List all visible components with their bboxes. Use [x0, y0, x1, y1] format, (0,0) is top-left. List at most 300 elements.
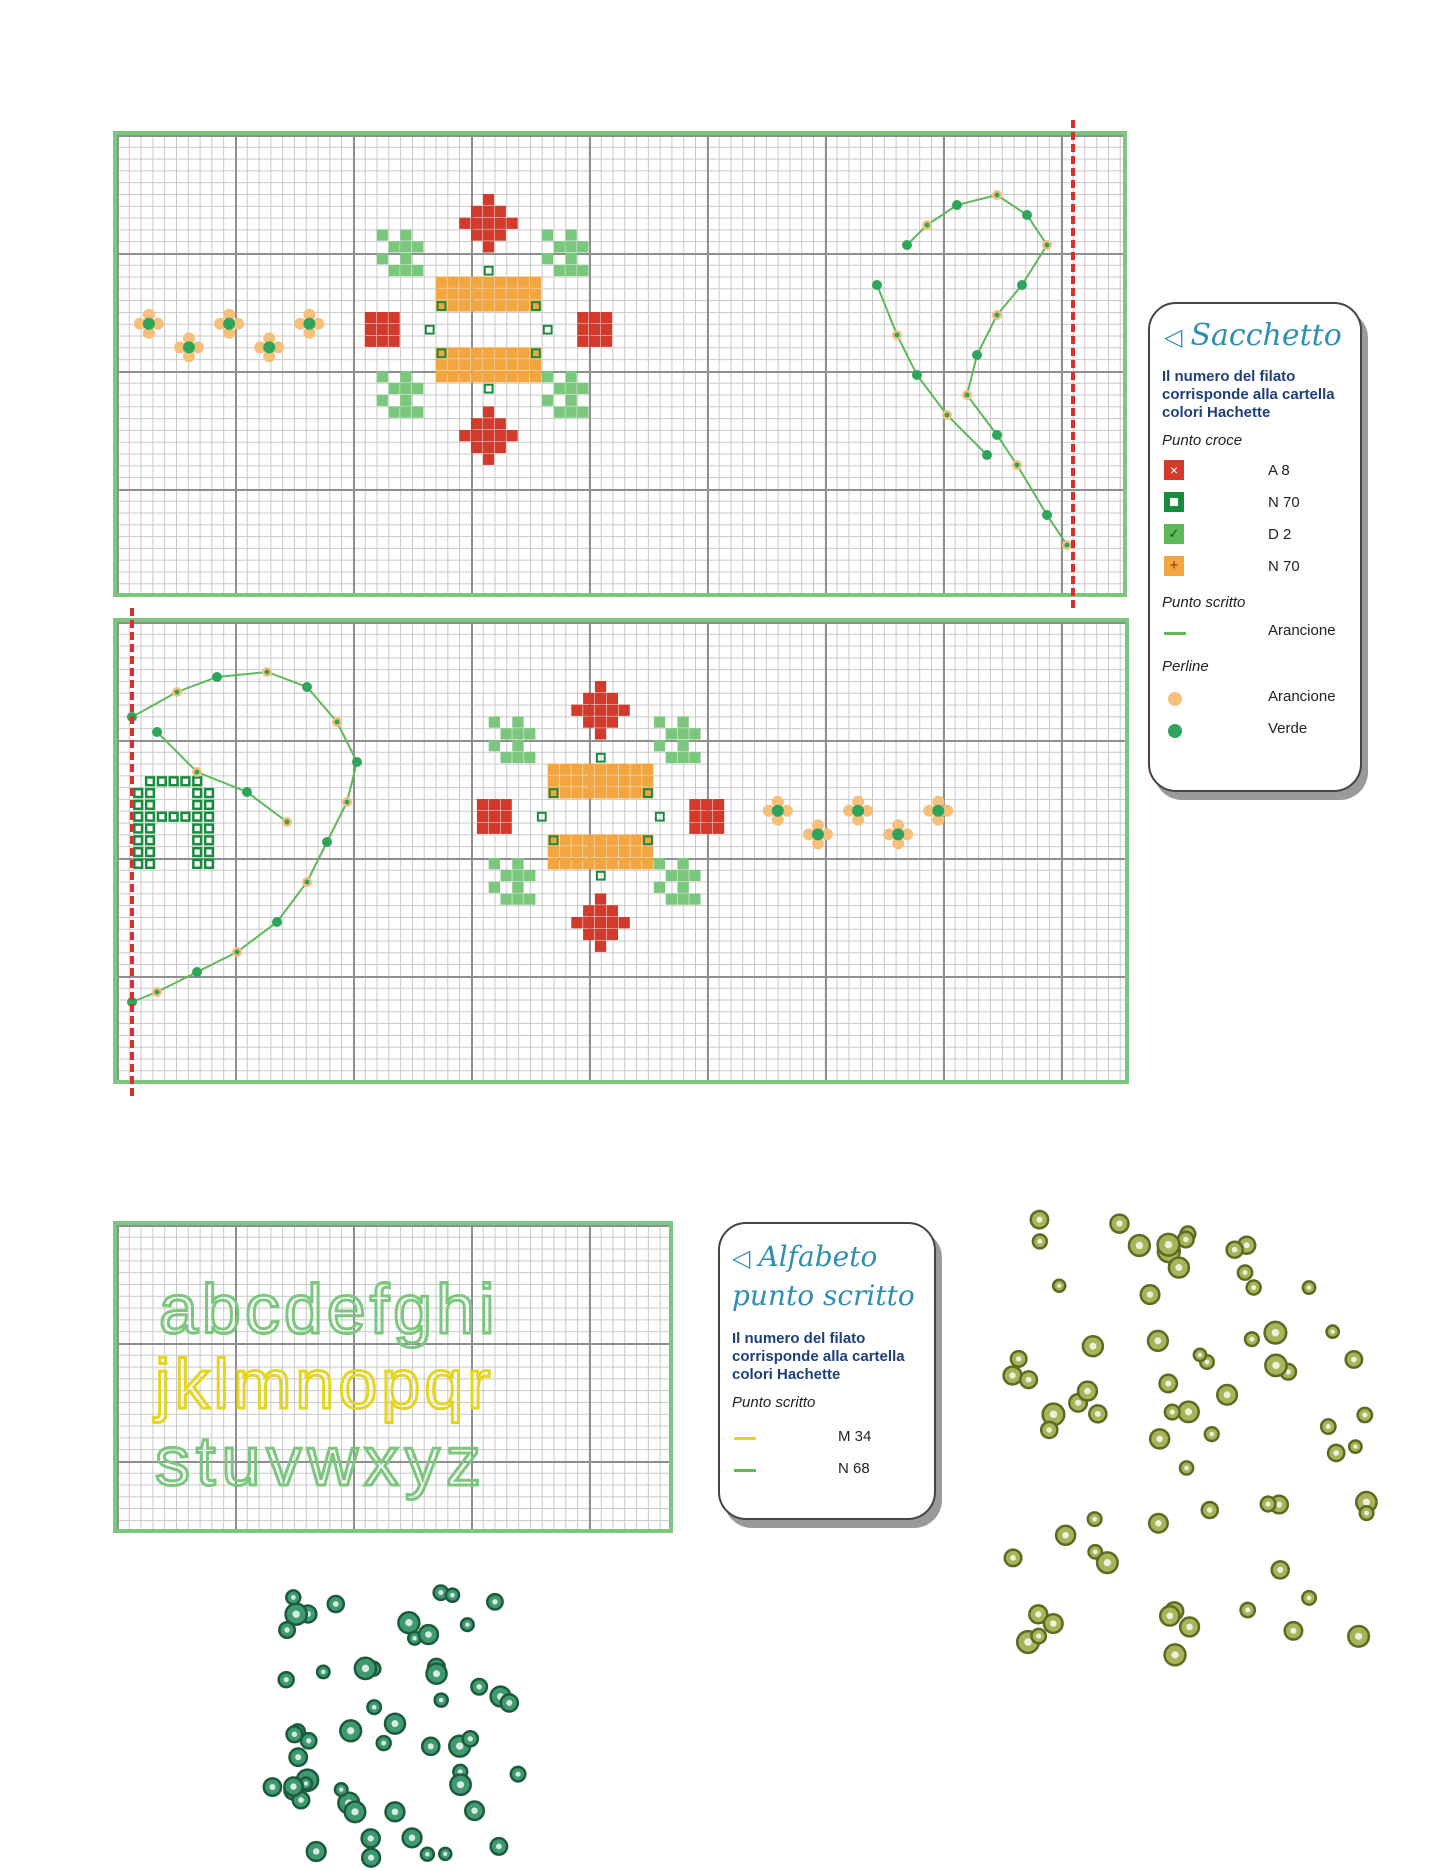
leaf-stitch	[512, 893, 523, 904]
orange-stitch	[506, 359, 517, 370]
red-stitch	[595, 716, 606, 727]
alphabet-row-2: jklmnopqr	[155, 1345, 495, 1423]
red-stitch	[477, 811, 488, 822]
red-stitch	[619, 917, 630, 928]
leaf-stitch	[678, 740, 689, 751]
orange-stitch	[530, 277, 541, 288]
red-stitch	[607, 705, 618, 716]
leaf-stitch	[377, 253, 388, 264]
red-stitch	[471, 418, 482, 429]
orange-stitch	[619, 787, 630, 798]
red-stitch	[377, 324, 388, 335]
red-stitch	[501, 799, 512, 810]
red-stitch	[489, 799, 500, 810]
red-stitch	[471, 442, 482, 453]
red-stitch	[495, 418, 506, 429]
red-stitch	[689, 811, 700, 822]
orange-stitch	[495, 300, 506, 311]
perline-verde: Verde	[1268, 720, 1308, 737]
orange-stitch	[571, 775, 582, 786]
red-stitch	[501, 811, 512, 822]
leaf-stitch	[565, 265, 576, 276]
orange-stitch	[619, 764, 630, 775]
red-stitch	[483, 454, 494, 465]
red-stitch	[477, 823, 488, 834]
orange-stitch	[595, 834, 606, 845]
orange-stitch	[548, 858, 559, 869]
orange-stitch	[595, 775, 606, 786]
line-swatch-yellow	[734, 1437, 756, 1440]
leaf-stitch	[689, 728, 700, 739]
orange-stitch	[471, 277, 482, 288]
leaf-stitch	[666, 728, 677, 739]
scattered-green-beads	[1000, 1200, 1380, 1700]
red-stitch	[489, 811, 500, 822]
orange-stitch	[560, 846, 571, 857]
green-square-stitch	[544, 326, 552, 334]
orange-stitch	[471, 371, 482, 382]
red-stitch	[701, 823, 712, 834]
leaf-stitch	[501, 870, 512, 881]
red-stitch	[501, 823, 512, 834]
leaf-stitch	[565, 241, 576, 252]
green-square-stitch	[597, 754, 605, 762]
green-square-stitch	[485, 385, 493, 393]
swatch-light-green-check: ✓	[1164, 524, 1184, 544]
red-stitch	[365, 312, 376, 323]
alfabeto-legend	[718, 1222, 936, 1520]
leaf-stitch	[565, 406, 576, 417]
leaf-stitch	[489, 716, 500, 727]
leaf-stitch	[512, 858, 523, 869]
sacchetto-title: ◁ Sacchetto	[1164, 318, 1342, 353]
alphabet-chart	[113, 1221, 673, 1533]
orange-stitch	[436, 288, 447, 299]
green-square-stitch	[597, 872, 605, 880]
orange-stitch	[607, 846, 618, 857]
red-stitch	[583, 693, 594, 704]
red-stitch	[577, 336, 588, 347]
bead-row	[134, 309, 324, 363]
leaf-stitch	[678, 716, 689, 727]
orange-stitch	[560, 787, 571, 798]
alphabet-row-1: abcdefghi	[159, 1270, 499, 1348]
red-stitch	[483, 406, 494, 417]
red-stitch	[595, 917, 606, 928]
red-stitch	[377, 312, 388, 323]
red-stitch	[506, 218, 517, 229]
leaf-stitch	[554, 406, 565, 417]
orange-stitch	[483, 371, 494, 382]
red-stitch	[571, 917, 582, 928]
leaf-stitch	[388, 265, 399, 276]
orange-stitch	[548, 764, 559, 775]
alphabet-letters	[117, 1225, 673, 1533]
leaf-stitch	[577, 241, 588, 252]
red-stitch	[477, 799, 488, 810]
red-stitch	[495, 206, 506, 217]
leaf-stitch	[654, 740, 665, 751]
swatch-green-square	[1164, 492, 1184, 512]
orange-stitch	[583, 787, 594, 798]
leaf-stitch	[654, 716, 665, 727]
orange-stitch	[583, 764, 594, 775]
orange-stitch	[583, 858, 594, 869]
red-stitch	[595, 728, 606, 739]
chart-top-motifs	[117, 135, 1127, 597]
red-stitch	[483, 229, 494, 240]
chart-bottom-motifs	[117, 622, 1129, 1084]
orange-stitch	[595, 858, 606, 869]
sacchetto-note: Il numero del filato corrisponde alla cartella colori Hachette	[1162, 368, 1335, 421]
red-stitch	[601, 324, 612, 335]
orange-stitch	[447, 347, 458, 358]
scattered-teal-beads	[260, 1580, 540, 1871]
leaf-stitch	[388, 406, 399, 417]
leaf-stitch	[554, 265, 565, 276]
vine-motif	[902, 190, 1072, 550]
leaf-stitch	[689, 870, 700, 881]
leaf-stitch	[501, 728, 512, 739]
orange-stitch	[471, 347, 482, 358]
red-stitch	[607, 929, 618, 940]
punto-scritto-label: Punto scritto	[1162, 594, 1246, 611]
orange-stitch	[518, 371, 529, 382]
red-stitch	[601, 336, 612, 347]
leaf-stitch	[400, 406, 411, 417]
orange-stitch	[471, 359, 482, 370]
orange-stitch	[506, 371, 517, 382]
swatch-orange-plus: +	[1164, 556, 1184, 576]
orange-stitch	[518, 277, 529, 288]
bead-row	[763, 796, 953, 850]
orange-stitch	[595, 846, 606, 857]
red-stitch	[619, 705, 630, 716]
red-stitch	[595, 905, 606, 916]
scritto-arancione: Arancione	[1268, 622, 1336, 639]
orange-stitch	[560, 834, 571, 845]
red-stitch	[713, 811, 724, 822]
red-stitch	[388, 312, 399, 323]
orange-stitch	[530, 371, 541, 382]
leaf-stitch	[512, 882, 523, 893]
leaf-stitch	[666, 893, 677, 904]
alfabeto-note: Il numero del filato corrisponde alla cartella colori Hachette	[732, 1330, 905, 1383]
leaf-stitch	[489, 882, 500, 893]
red-stitch	[471, 430, 482, 441]
red-stitch	[459, 218, 470, 229]
letter-a-motif	[134, 777, 213, 867]
leaf-stitch	[400, 229, 411, 240]
orange-stitch	[459, 288, 470, 299]
red-stitch	[365, 324, 376, 335]
orange-stitch	[595, 787, 606, 798]
orange-stitch	[483, 347, 494, 358]
red-stitch	[713, 823, 724, 834]
orange-stitch	[459, 347, 470, 358]
leaf-stitch	[412, 383, 423, 394]
leaf-stitch	[565, 253, 576, 264]
orange-stitch	[495, 371, 506, 382]
bead-swatch-green	[1168, 724, 1182, 738]
orange-stitch	[583, 834, 594, 845]
leaf-stitch	[377, 229, 388, 240]
leaf-stitch	[512, 740, 523, 751]
orange-stitch	[630, 764, 641, 775]
red-stitch	[471, 206, 482, 217]
orange-stitch	[571, 787, 582, 798]
red-stitch	[607, 917, 618, 928]
leaf-stitch	[412, 241, 423, 252]
red-stitch	[595, 705, 606, 716]
red-stitch	[459, 430, 470, 441]
sacchetto-legend	[1148, 302, 1362, 792]
red-stitch	[471, 229, 482, 240]
orange-stitch	[436, 359, 447, 370]
red-stitch	[483, 241, 494, 252]
leaf-stitch	[565, 371, 576, 382]
alfabeto-title: ◁ Alfabeto punto scritto	[732, 1240, 915, 1312]
leaf-stitch	[666, 752, 677, 763]
leaf-stitch	[412, 265, 423, 276]
leaf-stitch	[554, 241, 565, 252]
red-stitch	[595, 681, 606, 692]
orange-stitch	[630, 787, 641, 798]
red-stitch	[689, 823, 700, 834]
code-m34: M 34	[838, 1428, 872, 1445]
orange-stitch	[471, 300, 482, 311]
orange-stitch	[506, 300, 517, 311]
orange-stitch	[447, 300, 458, 311]
red-stitch	[388, 336, 399, 347]
red-stitch	[377, 336, 388, 347]
cross-stitch-chart-top	[113, 131, 1127, 597]
cut-line-bottom	[130, 608, 134, 1096]
leaf-stitch	[654, 882, 665, 893]
green-square-stitch	[426, 326, 434, 334]
orange-stitch	[619, 775, 630, 786]
leaf-stitch	[689, 752, 700, 763]
perline-label: Perline	[1162, 658, 1209, 675]
leaf-stitch	[678, 870, 689, 881]
red-stitch	[495, 442, 506, 453]
red-stitch	[583, 716, 594, 727]
leaf-stitch	[524, 870, 535, 881]
red-stitch	[495, 218, 506, 229]
orange-stitch	[619, 846, 630, 857]
leaf-stitch	[565, 395, 576, 406]
orange-stitch	[436, 371, 447, 382]
leaf-stitch	[489, 740, 500, 751]
orange-stitch	[518, 288, 529, 299]
red-stitch	[506, 430, 517, 441]
leaf-stitch	[512, 870, 523, 881]
orange-stitch	[447, 277, 458, 288]
leaf-stitch	[678, 882, 689, 893]
red-stitch	[583, 705, 594, 716]
punto-croce-label: Punto croce	[1162, 432, 1243, 449]
leaf-stitch	[689, 893, 700, 904]
leaf-stitch	[565, 383, 576, 394]
red-stitch	[583, 917, 594, 928]
orange-stitch	[642, 846, 653, 857]
leaf-stitch	[501, 893, 512, 904]
cross-stitch-chart-bottom	[113, 618, 1129, 1084]
green-square-stitch	[538, 813, 546, 821]
orange-stitch	[459, 277, 470, 288]
orange-stitch	[571, 846, 582, 857]
triangle-left-icon: ◁	[1164, 323, 1183, 351]
red-stitch	[595, 893, 606, 904]
red-stitch	[483, 418, 494, 429]
orange-stitch	[530, 359, 541, 370]
line-swatch-green-2	[734, 1469, 756, 1472]
red-stitch	[583, 929, 594, 940]
orange-stitch	[530, 288, 541, 299]
red-stitch	[571, 705, 582, 716]
leaf-stitch	[400, 253, 411, 264]
red-stitch	[595, 929, 606, 940]
cut-line-top	[1071, 120, 1075, 608]
orange-stitch	[642, 858, 653, 869]
orange-stitch	[447, 359, 458, 370]
red-stitch	[483, 218, 494, 229]
leaf-stitch	[542, 371, 553, 382]
red-stitch	[607, 716, 618, 727]
orange-stitch	[548, 775, 559, 786]
orange-stitch	[447, 371, 458, 382]
leaf-stitch	[400, 395, 411, 406]
orange-stitch	[495, 347, 506, 358]
leaf-stitch	[400, 265, 411, 276]
leaf-stitch	[489, 858, 500, 869]
red-stitch	[483, 430, 494, 441]
leaf-stitch	[654, 858, 665, 869]
orange-stitch	[607, 858, 618, 869]
leaf-stitch	[542, 253, 553, 264]
orange-stitch	[642, 775, 653, 786]
orange-stitch	[583, 775, 594, 786]
green-square-stitch	[485, 267, 493, 275]
leaf-stitch	[412, 406, 423, 417]
orange-stitch	[436, 277, 447, 288]
orange-stitch	[548, 846, 559, 857]
leaf-stitch	[512, 752, 523, 763]
orange-stitch	[619, 834, 630, 845]
leaf-stitch	[678, 752, 689, 763]
red-stitch	[483, 206, 494, 217]
red-stitch	[589, 336, 600, 347]
leaf-stitch	[577, 265, 588, 276]
orange-stitch	[506, 277, 517, 288]
red-stitch	[601, 312, 612, 323]
code-n68: N 68	[838, 1460, 870, 1477]
orange-stitch	[518, 300, 529, 311]
leaf-stitch	[678, 893, 689, 904]
orange-stitch	[630, 834, 641, 845]
leaf-stitch	[542, 229, 553, 240]
leaf-stitch	[542, 395, 553, 406]
orange-stitch	[447, 288, 458, 299]
leaf-stitch	[524, 893, 535, 904]
orange-stitch	[560, 775, 571, 786]
orange-stitch	[471, 288, 482, 299]
leaf-stitch	[678, 728, 689, 739]
leaf-stitch	[400, 241, 411, 252]
leaf-stitch	[524, 728, 535, 739]
leaf-stitch	[388, 383, 399, 394]
triangle-left-icon-2: ◁	[732, 1244, 751, 1272]
orange-stitch	[483, 288, 494, 299]
leaf-stitch	[524, 752, 535, 763]
red-stitch	[595, 941, 606, 952]
orange-stitch	[607, 775, 618, 786]
orange-stitch	[560, 858, 571, 869]
leaf-stitch	[400, 371, 411, 382]
orange-stitch	[642, 764, 653, 775]
orange-stitch	[595, 764, 606, 775]
leaf-stitch	[400, 383, 411, 394]
code-n70-a: N 70	[1268, 494, 1300, 511]
leaf-stitch	[577, 406, 588, 417]
orange-stitch	[607, 764, 618, 775]
red-stitch	[388, 324, 399, 335]
leaf-stitch	[666, 870, 677, 881]
bead-swatch-orange	[1168, 692, 1182, 706]
red-stitch	[595, 693, 606, 704]
red-stitch	[589, 312, 600, 323]
orange-stitch	[459, 300, 470, 311]
code-n70-b: N 70	[1268, 558, 1300, 575]
orange-stitch	[630, 846, 641, 857]
code-a8: A 8	[1268, 462, 1290, 479]
red-stitch	[365, 336, 376, 347]
orange-stitch	[495, 359, 506, 370]
leaf-stitch	[512, 728, 523, 739]
red-stitch	[495, 229, 506, 240]
orange-stitch	[571, 858, 582, 869]
red-stitch	[607, 693, 618, 704]
red-stitch	[607, 905, 618, 916]
red-stitch	[489, 823, 500, 834]
green-square-stitch	[656, 813, 664, 821]
red-stitch	[577, 312, 588, 323]
red-stitch	[701, 799, 712, 810]
orange-stitch	[619, 858, 630, 869]
flower-motif	[477, 681, 724, 952]
red-stitch	[483, 442, 494, 453]
line-swatch-green	[1164, 632, 1186, 635]
leaf-stitch	[501, 752, 512, 763]
leaf-stitch	[512, 716, 523, 727]
red-stitch	[713, 799, 724, 810]
alfabeto-section: Punto scritto	[732, 1394, 816, 1411]
orange-stitch	[483, 277, 494, 288]
red-stitch	[495, 430, 506, 441]
orange-stitch	[560, 764, 571, 775]
leaf-stitch	[565, 229, 576, 240]
swatch-red-cross: ×	[1164, 460, 1184, 480]
red-stitch	[483, 194, 494, 205]
orange-stitch	[495, 288, 506, 299]
orange-stitch	[571, 764, 582, 775]
alphabet-row-3: stuvwxyz	[155, 1422, 487, 1500]
flower-motif	[365, 194, 612, 465]
orange-stitch	[459, 371, 470, 382]
vine-motif	[127, 667, 362, 1007]
red-stitch	[589, 324, 600, 335]
orange-stitch	[571, 834, 582, 845]
